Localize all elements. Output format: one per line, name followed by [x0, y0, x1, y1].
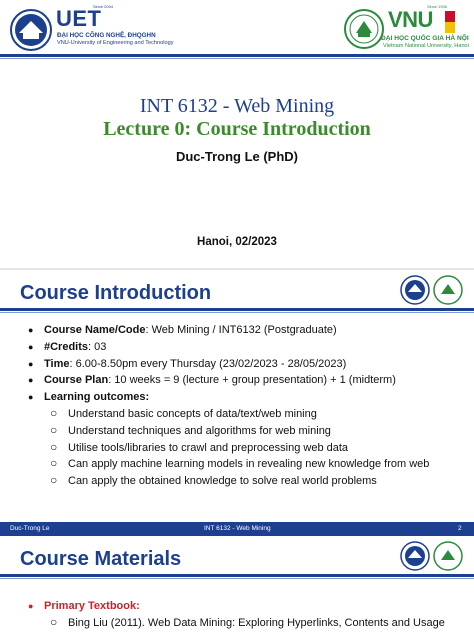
vnu-name: VNU	[388, 7, 433, 32]
slide-footer	[0, 522, 474, 536]
slide-rule	[0, 574, 474, 577]
vnu-since: Since 1906	[427, 4, 448, 9]
primary-textbook-label: Primary Textbook:	[44, 600, 140, 612]
header-rule-thin	[0, 58, 474, 59]
bullet-icon: ●	[28, 341, 34, 352]
footer-page-number: 2	[458, 525, 462, 532]
uet-english-name: VNU-University of Engineering and Technology	[57, 40, 174, 46]
uet-name: UET	[56, 6, 102, 31]
circle-bullet-icon: ○	[50, 456, 58, 471]
uet-vietnamese-name: ĐẠI HỌC CÔNG NGHỆ, ĐHQGHN	[57, 32, 156, 39]
textbook-item	[28, 615, 468, 632]
item-text: : Web Mining / INT6132 (Postgraduate)	[145, 324, 337, 336]
textbook-text: Bing Liu (2011). Web Data Mining: Exploring Hyperlinks, Contents and Usage	[68, 616, 445, 629]
bullet-icon: ●	[28, 358, 34, 369]
header-rule	[0, 54, 474, 57]
uet-logo-icon	[10, 9, 52, 51]
mini-logos-icon	[400, 274, 464, 306]
outcome-text: Can apply machine learning models in revealing new knowledge from web	[68, 458, 430, 471]
course-info-list	[28, 322, 468, 490]
outcome-item	[28, 456, 468, 473]
item-label: Time	[44, 357, 70, 370]
slide-rule-thin	[0, 578, 474, 579]
footer-author: Duc-Trong Le	[10, 525, 50, 532]
item-text: : 10 weeks = 9 (lecture + group presentation) + 1 (midterm)	[108, 374, 396, 387]
outcome-text: Utilise tools/libraries to crawl and preprocessing web data	[68, 441, 349, 454]
list-item	[28, 339, 468, 356]
slide-title: Course Materials	[20, 548, 182, 570]
item-label: Course Name/Code	[44, 324, 146, 336]
list-item	[28, 389, 468, 406]
slide-title: Course Introduction	[20, 282, 212, 304]
bullet-icon: ●	[28, 392, 34, 403]
outcome-text: Can apply the obtained knowledge to solve real world problems	[68, 475, 377, 488]
item-text: : 03	[88, 340, 107, 353]
outcome-item	[28, 406, 468, 423]
bullet-icon: ●	[28, 325, 34, 335]
outcome-item	[28, 440, 468, 457]
footer-course: INT 6132 - Web Mining	[204, 525, 271, 532]
bullet-icon: ●	[28, 601, 34, 611]
lecture-title: Lecture 0: Course Introduction	[103, 118, 371, 140]
circle-bullet-icon: ○	[50, 439, 58, 454]
course-materials-slide	[0, 536, 474, 632]
slide-rule	[0, 308, 474, 311]
circle-bullet-icon: ○	[50, 405, 58, 420]
outcome-item	[28, 473, 468, 490]
list-item	[28, 372, 468, 389]
circle-bullet-icon: ○	[50, 422, 58, 437]
uet-since: Since 2004	[93, 4, 114, 9]
circle-bullet-icon: ○	[50, 614, 58, 629]
list-item	[28, 322, 468, 339]
list-item	[28, 356, 468, 373]
course-title: INT 6132 - Web Mining	[139, 95, 335, 117]
slide-rule-thin	[0, 312, 474, 313]
vnu-logo-icon	[344, 9, 384, 49]
outcome-text: Understand techniques and algorithms for web mining	[68, 424, 331, 437]
item-label: Course Plan	[44, 374, 109, 387]
mini-logos-icon	[400, 540, 464, 572]
circle-bullet-icon: ○	[50, 473, 58, 488]
list-item	[28, 598, 468, 615]
vnu-flag-icon	[445, 11, 455, 33]
place-date: Hanoi, 02/2023	[197, 236, 277, 248]
vnu-vietnamese-name: ĐẠI HỌC QUỐC GIA HÀ NỘI	[381, 35, 469, 42]
item-label: Learning outcomes:	[44, 391, 150, 404]
outcome-text: Understand basic concepts of data/text/web mining	[68, 407, 317, 420]
outcome-item	[28, 423, 468, 440]
materials-list	[28, 598, 468, 632]
item-label: #Credits	[44, 340, 89, 353]
item-text: : 6.00-8.50pm every Thursday (23/02/2023 - 28/05/2023)	[69, 357, 347, 370]
author: Duc-Trong Le (PhD)	[175, 149, 299, 164]
bullet-icon: ●	[28, 375, 34, 386]
title-slide	[0, 0, 474, 268]
vnu-english-name: Vietnam National University, Hanoi	[383, 43, 469, 49]
course-introduction-slide	[0, 270, 474, 536]
